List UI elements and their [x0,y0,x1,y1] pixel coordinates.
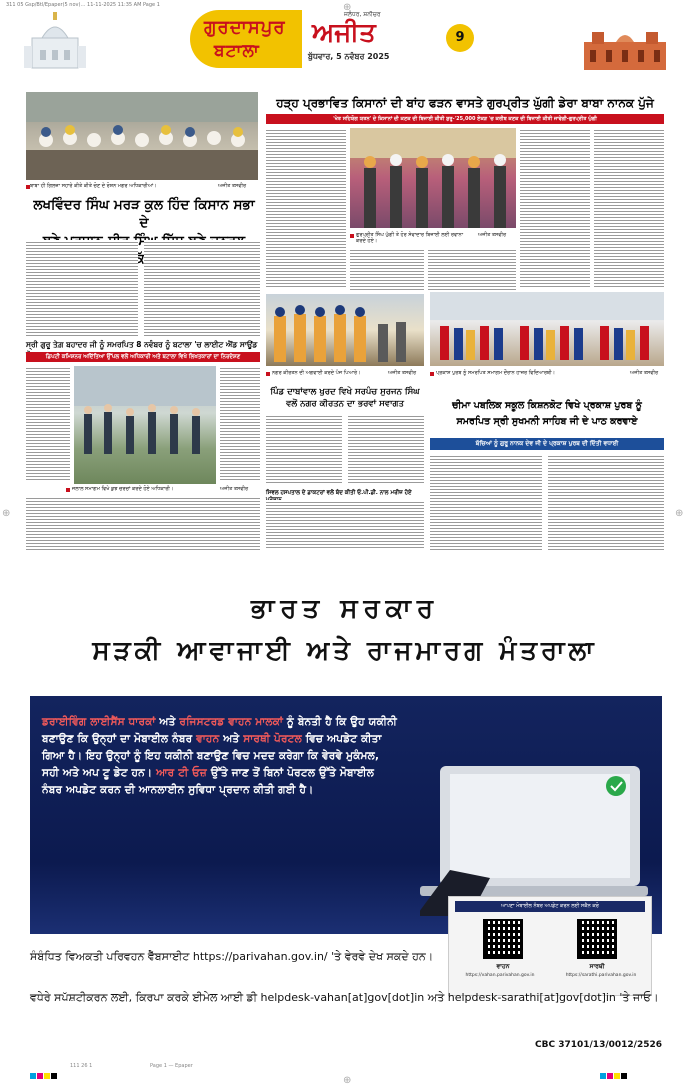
headline-line-1: ਪਿੰਡ ਦਾਬਾਂਵਾਲ ਖੁਰਦ ਵਿਖੇ ਸਰਪੰਚ ਸੁਰਜਨ ਸਿੰਘ [270,387,420,397]
ad-body-segment: ਨੂੰ ਬੇਨਤੀ ਹੈ ਕਿ ਉਹ ਯਕੀਨੀ ਬਣਾਉਣ ਕਿ ਉਨ੍ਹਾਂ ਦਾ ਮੋਬਾਈਲ ਨੰਬਰ [42,716,398,745]
newspaper-name: ਅਜੀਤ [312,18,376,48]
article-body-column [430,454,542,550]
article-body-column [594,128,664,288]
edition-date: ਬੁੱਧਵਾਰ, 5 ਨਵੰਬਰ 2025 [308,52,390,61]
ghuggi-photo [350,128,516,228]
footer-slug-left: 111 26 1 [70,1063,93,1069]
photo1-credit: ਅਜੀਤ ਤਸਵੀਰ [478,232,507,238]
blue-strap: ਬੱਚਿਆਂ ਨੂੰ ਗੁਰੂ ਨਾਨਕ ਦੇਵ ਜੀ ਦੇ ਪ੍ਰਕਾਸ਼ ਪੁਰਬ ਦੀ ਦਿੱਤੀ ਵਧਾਈ [430,438,664,450]
red-box-head: ਡਿਪਟੀ ਕਮਿਸ਼ਨਰ ਅਦਿੱਤਿਆ ਉੱਪਲ ਵਲੋਂ ਅਧਿਕਾਰੀ ਅਤੇ ਬਟਾਲਾ ਵਿਖੇ ਲਿਖਤਕਾਰਾਂ ਦਾ ਨਿਰਦੇਸ਼ਣ [26,352,260,362]
article-body-column [220,366,260,482]
ad-contact-line: ਵਧੇਰੇ ਸਪੱਸ਼ਟੀਕਰਨ ਲਈ, ਕਿਰਪਾ ਕਰਕੇ ਈਮੇਲ ਆਈ ਡੀ helpdesk-vahan[at]gov[dot]in ਅਤੇ helpdesk-sarathi[at]gov[dot]in 'ਤੇ ਜਾਓ। [30,991,659,1004]
article-body-column [266,128,346,288]
ad-ministry-line: ਸੜਕੀ ਆਵਾਜਾਈ ਅਤੇ ਰਾਜਮਾਰਗ ਮੰਤਰਾਲਾ [92,636,598,666]
ad-highlight-text: ਆਰ ਟੀ ਓਜ਼ [156,767,207,779]
subhead-light-sound-show: ਸ੍ਰੀ ਗੁਰੂ ਤੇਗ਼ ਬਹਾਦਰ ਜੀ ਨੂੰ ਸਮਰਪਿਤ 8 ਨਵੰਬਰ ਨੂੰ ਬਟਾਲਾ 'ਚ ਲਾਈਟ ਐਂਡ ਸਾਊਂਡ [26,340,258,349]
article-body-column [26,240,138,336]
meeting-photo [26,92,258,180]
headline-line-2: ਵਲੋਂ ਨਗਰ ਕੀਰਤਨ ਦਾ ਭਰਵਾਂ ਸਵਾਗਤ [286,399,404,409]
caption-marker-icon [430,372,434,376]
masthead [190,10,488,68]
ad-highlight-text: ਰਜਿਸਟਰਡ ਵਾਹਨ ਮਾਲਕਾਂ [179,716,284,728]
caption-marker-icon [66,488,70,492]
registration-mark-icon: ⊕ [2,508,11,519]
headline-line-2: ਸਮਰਪਿਤ ਸ੍ਰੀ ਸੁਖਮਨੀ ਸਾਹਿਬ ਜੀ ਦੇ ਪਾਠ ਕਰਵਾਏ [456,416,638,427]
subhead-civil-hospital: ਸਿਵਲ ਹਸਪਤਾਲ ਦੇ ਡਾਕਟਰਾਂ ਵਲੋਂ ਬੰਦ ਕੀਤੀ ਓ.ਪੀ.ਡੀ. ਨਾਲ ਮਰੀਜ਼ ਹੋਏ [266,490,412,496]
photo3-credit: ਅਜੀਤ ਤਸਵੀਰ [630,370,659,376]
qr-panel [448,896,652,996]
nagar-kirtan-photo [266,294,424,366]
masthead-title-block [302,10,438,68]
masthead-city-bottom: ਬਟਾਲਾ [214,41,260,61]
photo-credit: ਅਜੀਤ ਤਸਵੀਰ [218,183,247,189]
vahan-url[interactable]: https://vahan.parivahan.gov.in [465,973,535,978]
caption-marker-icon [26,185,30,189]
headline-flood-farmers: ਹੜ੍ਹ ਪ੍ਰਭਾਵਿਤ ਕਿਸਾਨਾਂ ਦੀ ਬਾਂਹ ਫੜਨ ਵਾਸਤੇ ਗੁਰਪ੍ਰੀਤ ਘੁੱਗੀ ਡੇਰਾ ਬਾਬਾ ਨਾਨਕ ਪੁੱਜੇ [276,96,654,110]
article-body-column [520,128,590,288]
vahan-qr-label: ਵਾਹਨ [496,963,510,970]
registration-mark-icon: ⊕ [343,2,352,13]
footer-slug-mid: Page 1 — Epaper [150,1063,193,1069]
ad-highlight-text: ਵਾਹਨ [196,733,220,745]
registration-mark-icon: ⊕ [343,1075,352,1086]
article-body-column [350,248,424,292]
color-calibration-bar [600,1064,628,1083]
page-number: 9 [446,24,474,52]
photo3-caption: ਪ੍ਰਕਾਸ਼ ਪੁਰਬ ਨੂੰ ਸਮਰਪਿਤ ਸਮਾਗਮ ਦੌਰਾਨ ਹਾਜ਼ਰ ਵਿਦਿਆਰਥੀ। [436,370,555,376]
print-slug: 311 05 Gsp/Btl/Epaper(5 nov)… 11-11-2025 11:35 AM Page 1 [6,2,160,8]
article-body-column [26,496,260,550]
red-strap: 'ਖੇਤ ਸਹਿਯੋਗ ਯਤਨ' ਦੇ ਕਿਸਾਨਾਂ ਦੀ ਕਣਕ ਦੀ ਬਿਜਾਈ ਕੀਤੀ ਸ਼ੁਰੂ-'25,000 ਏਕੜ 'ਚ ਕਰੀਬ ਕਣਕ ਦੀ ਬਿਜਾਈ ਕੀਤੀ ਜਾਵੇਗੀ-ਗੁਰਪ੍ਰੀਤ ਘੁੱਗੀ [266,114,664,124]
photo2-caption: ਨਗਰ ਕੀਰਤਨ ਦੀ ਅਗਵਾਈ ਕਰਦੇ ਪੰਜ ਪਿਆਰੇ। [272,370,361,376]
cbc-code: CBC 37101/13/0012/2526 [535,1040,662,1050]
photo-caption: ਬਾਬਾ ਹੀ ਗਿਲਜ਼ਾ ਸਹਾਰੇ ਕੀਤੇ ਕੀਤੇ ਚੋਣ ਦੇ ਰੋਸ਼ਨ ਮਗਰ ਅਧਿਕਾਰੀਆਂ। [30,183,157,189]
ad-body-segment: ਉੱਤੇ ਜਾਣ ਤੋਂ ਬਿਨਾਂ ਪੋਰਟਲ ਉੱਤੇ ਮੋਬਾਈਲ ਨੰਬਰ ਅਪਡੇਟ ਕਰਨ ਦੀ ਆਨਲਾਈਨ ਸੁਵਿਧਾ ਪ੍ਰਦਾਨ ਕੀਤੀ ਗਈ ਹੈ। [42,767,375,796]
school-photo [430,292,664,366]
gurdwara-illustration [20,10,90,70]
qr-banner: ਆਪਣਾ ਮੋਬਾਈਲ ਨੰਬਰ ਅਪਡੇਟ ਕਰਨ ਲਈ ਸਕੈਨ ਕਰੋ [455,901,645,912]
laptop-illustration [420,766,648,916]
ad-highlight-text: ਸਾਰਥੀ ਪੋਰਟਲ [243,733,302,745]
photo2-credit: ਅਜੀਤ ਤਸਵੀਰ [388,370,417,376]
article-body-column [348,414,424,484]
ad-government-line: ਭਾਰਤ ਸਰਕਾਰ [251,594,439,624]
article-body-column [144,240,260,336]
sarathi-url[interactable]: https://sarathi.parivahan.gov.in [565,973,637,978]
caption-marker-icon [266,372,270,376]
article-body-column [428,248,516,292]
ad-body-segment: ਅਤੇ [155,716,180,728]
headline-line-1: ਲਖਵਿੰਦਰ ਸਿੰਘ ਮਰੜ ਕੁਲ ਹਿੰਦ ਕਿਸਾਨ ਸਭਾ ਦੇ [33,197,255,231]
headline-dabanwal [266,386,424,410]
ad-info-line: ਸੰਬੰਧਿਤ ਵਿਅਕਤੀ ਪਰਿਵਹਨ ਵੈੱਬਸਾਈਟ https://parivahan.gov.in/ 'ਤੇ ਵੇਰਵੇ ਦੇਖ ਸਕਦੇ ਹਨ। [30,950,434,963]
officials-photo [74,366,216,484]
vahan-qr-code[interactable] [483,919,523,959]
registration-mark-icon: ⊕ [675,508,684,519]
masthead-city-top: ਗੁਰਦਾਸਪੁਰ [204,17,286,38]
ad-body-segment: ਅਤੇ [219,733,244,745]
sarathi-qr-label: ਸਾਰਥੀ [589,963,605,970]
caption-marker-icon [350,234,354,238]
article-body-column [266,414,342,484]
ad-body-text [42,714,398,799]
small-photo-credit: ਅਜੀਤ ਤਸਵੀਰ [220,486,249,492]
government-advertisement [26,566,664,1056]
color-calibration-bar [30,1064,58,1083]
masthead-sub-label: ਜਲੰਧਰ, ਸ਼ਨੀਚਰ [344,11,381,18]
headline-cheema-school [430,398,664,430]
headline-line-1: ਚੀਮਾ ਪਬਲਿਕ ਸਕੂਲ ਕਿਸ਼ਨਕੋਟ ਵਿਖੇ ਪ੍ਰਕਾਸ਼ ਪੁਰਬ ਨੂੰ [452,400,642,411]
article-body-column [266,500,424,550]
article-body-column [548,454,664,550]
ad-highlight-text: ਡਰਾਈਵਿੰਗ ਲਾਈਸੈਂਸ ਧਾਰਕਾਂ [42,716,156,728]
masthead-city-block [190,10,302,68]
photo1-caption: ਗੁਰਪ੍ਰੀਤ ਸਿੰਘ ਘੁੱਗੀ ਤੇ ਹੋਰ ਸੇਵਾਦਾਰ ਬਿਜਾਈ ਲਈ ਰਵਾਨਾ ਕਰਦੇ ਹੋਏ। [356,232,464,244]
article-body-column [26,366,70,482]
building-illustration [582,28,668,72]
sarathi-qr-code[interactable] [577,919,617,959]
small-photo-caption: ਜਲਾਲ ਸਮਾਗਮ ਵਿਖੇ ਕੁਝ ਚਰਚਾਂ ਕਰਦੇ ਹੋਏ ਅਧਿਕਾਰੀ। [72,486,174,492]
ad-body-segment: ਵਿਚ ਅਪਡੇਟ ਕੀਤਾ ਗਿਆ ਹੈ। ਇਹ ਉਨ੍ਹਾਂ ਨੂੰ ਇਹ ਯਕੀਨੀ ਬਣਾਉਣ ਵਿਚ ਮਦਦ ਕਰੇਗਾ ਕਿ ਵੇਰਵੇ ਮੁਕੰਮਲ, ਸਹੀ ਅਤੇ ਅਪ ਟੂ ਡੇਟ ਹਨ। [42,733,382,779]
